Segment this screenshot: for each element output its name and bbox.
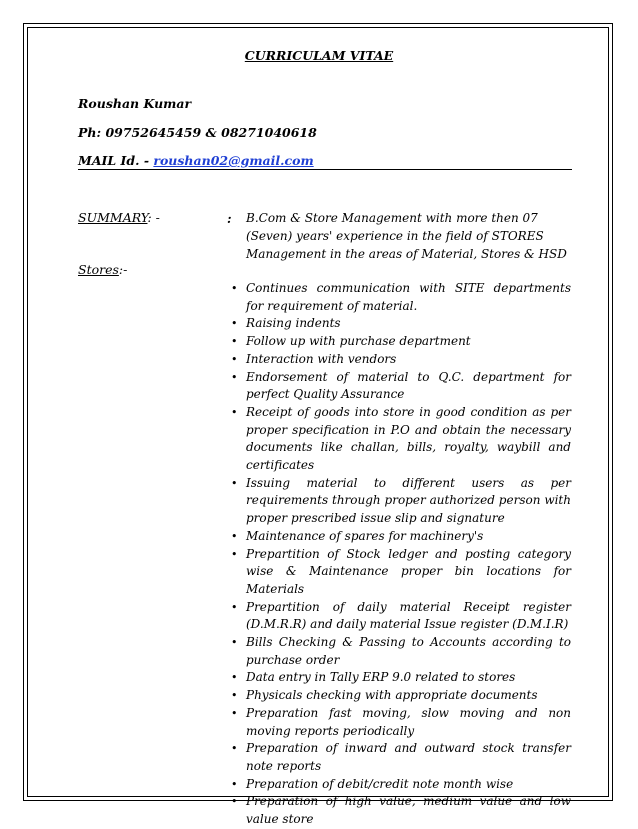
header-divider [78, 169, 572, 170]
list-item [231, 599, 571, 634]
list-item-text: Receipt of goods into store in good condition as per proper specification in P.O and obtain the necessary documents like challan, bills, royalty, waybill and certificates [246, 404, 571, 473]
mail-label: MAIL Id. - [78, 153, 150, 168]
bullet-icon: • [231, 795, 238, 809]
bullet-icon: • [231, 405, 238, 419]
bullet-icon: • [231, 547, 238, 561]
list-item-text: Data entry in Tally ERP 9.0 related to stores [246, 670, 516, 685]
summary-colon: : [227, 211, 232, 226]
bullet-icon: • [231, 777, 238, 791]
bullet-icon: • [231, 671, 238, 685]
bullet-icon: • [231, 689, 238, 703]
stores-heading [78, 262, 127, 277]
list-item [231, 280, 571, 315]
document-title: CURRICULAM VITAE [244, 48, 394, 63]
phone-line [78, 125, 317, 140]
list-item [231, 546, 571, 599]
list-item-text: Preparation of high value, medium value and low value store [246, 794, 571, 827]
list-item [231, 669, 571, 687]
list-item-text: Prepartition of daily material Receipt register (D.M.R.R) and daily material Issue register (D.M.I.R) [246, 599, 571, 632]
list-item-text: Interaction with vendors [246, 351, 397, 366]
list-item [231, 634, 571, 669]
list-item [231, 793, 571, 828]
list-item-text: Bills Checking & Passing to Accounts according to purchase order [246, 635, 571, 667]
summary-label: SUMMARY [78, 210, 148, 225]
list-item-text: Endorsement of material to Q.C. department for perfect Quality Assurance [246, 369, 571, 402]
list-item [231, 475, 571, 528]
mail-line [78, 153, 314, 168]
bullet-icon: • [231, 282, 238, 295]
list-item [231, 776, 571, 794]
summary-text: B.Com & Store Management with more then 07 (Seven) years' experience in the field of STORES Management in the areas of Material, Stores & HSD [246, 211, 567, 261]
bullet-icon: • [231, 600, 238, 614]
list-item [231, 351, 571, 369]
list-item [231, 333, 571, 351]
bullet-icon: • [231, 529, 238, 543]
list-item-text: Follow up with purchase department [246, 334, 471, 349]
bullet-icon: • [231, 352, 238, 366]
list-item-text: Continues communication with SITE departments for requirement of material. [246, 281, 571, 313]
list-item [231, 687, 571, 705]
list-item [231, 404, 571, 475]
bullet-icon: • [231, 370, 238, 384]
summary-heading [78, 210, 160, 225]
bullet-icon: • [231, 706, 238, 720]
stores-label-suffix: :- [118, 262, 128, 277]
bullet-icon: • [231, 335, 238, 349]
list-item-text: Preparation of inward and outward stock transfer note reports [246, 741, 571, 773]
bullet-icon: • [231, 476, 238, 490]
list-item [231, 740, 571, 775]
email-link[interactable]: roushan02@gmail.com [153, 153, 314, 168]
list-item-text: Prepartition of Stock ledger and posting category wise & Maintenance proper bin locations for Materials [246, 546, 571, 596]
list-item-text: Raising indents [246, 316, 341, 331]
list-item-text: Issuing material to different users as per requirements through proper authorized person with proper prescribed issue slip and signature [246, 475, 571, 526]
bullet-icon: • [231, 317, 238, 331]
list-item [231, 705, 571, 740]
phone-value: 09752645459 & 08271040618 [105, 125, 317, 140]
summary-label-suffix: : - [147, 210, 160, 225]
list-item [231, 369, 571, 404]
list-item [231, 528, 571, 546]
bullet-icon: • [231, 742, 238, 756]
list-item [231, 315, 571, 333]
list-item-text: Preparation fast moving, slow moving and non moving reports periodically [246, 705, 571, 738]
list-item-text: Physicals checking with appropriate documents [246, 688, 538, 703]
list-item-text: Maintenance of spares for machinery's [246, 528, 484, 543]
phone-label: Ph: [78, 125, 102, 140]
list-item-text: Preparation of debit/credit note month wise [246, 776, 514, 791]
candidate-name: Roushan Kumar [78, 96, 192, 111]
stores-label: Stores [78, 262, 119, 277]
bullet-icon: • [231, 636, 238, 650]
stores-duties-list [231, 280, 571, 829]
